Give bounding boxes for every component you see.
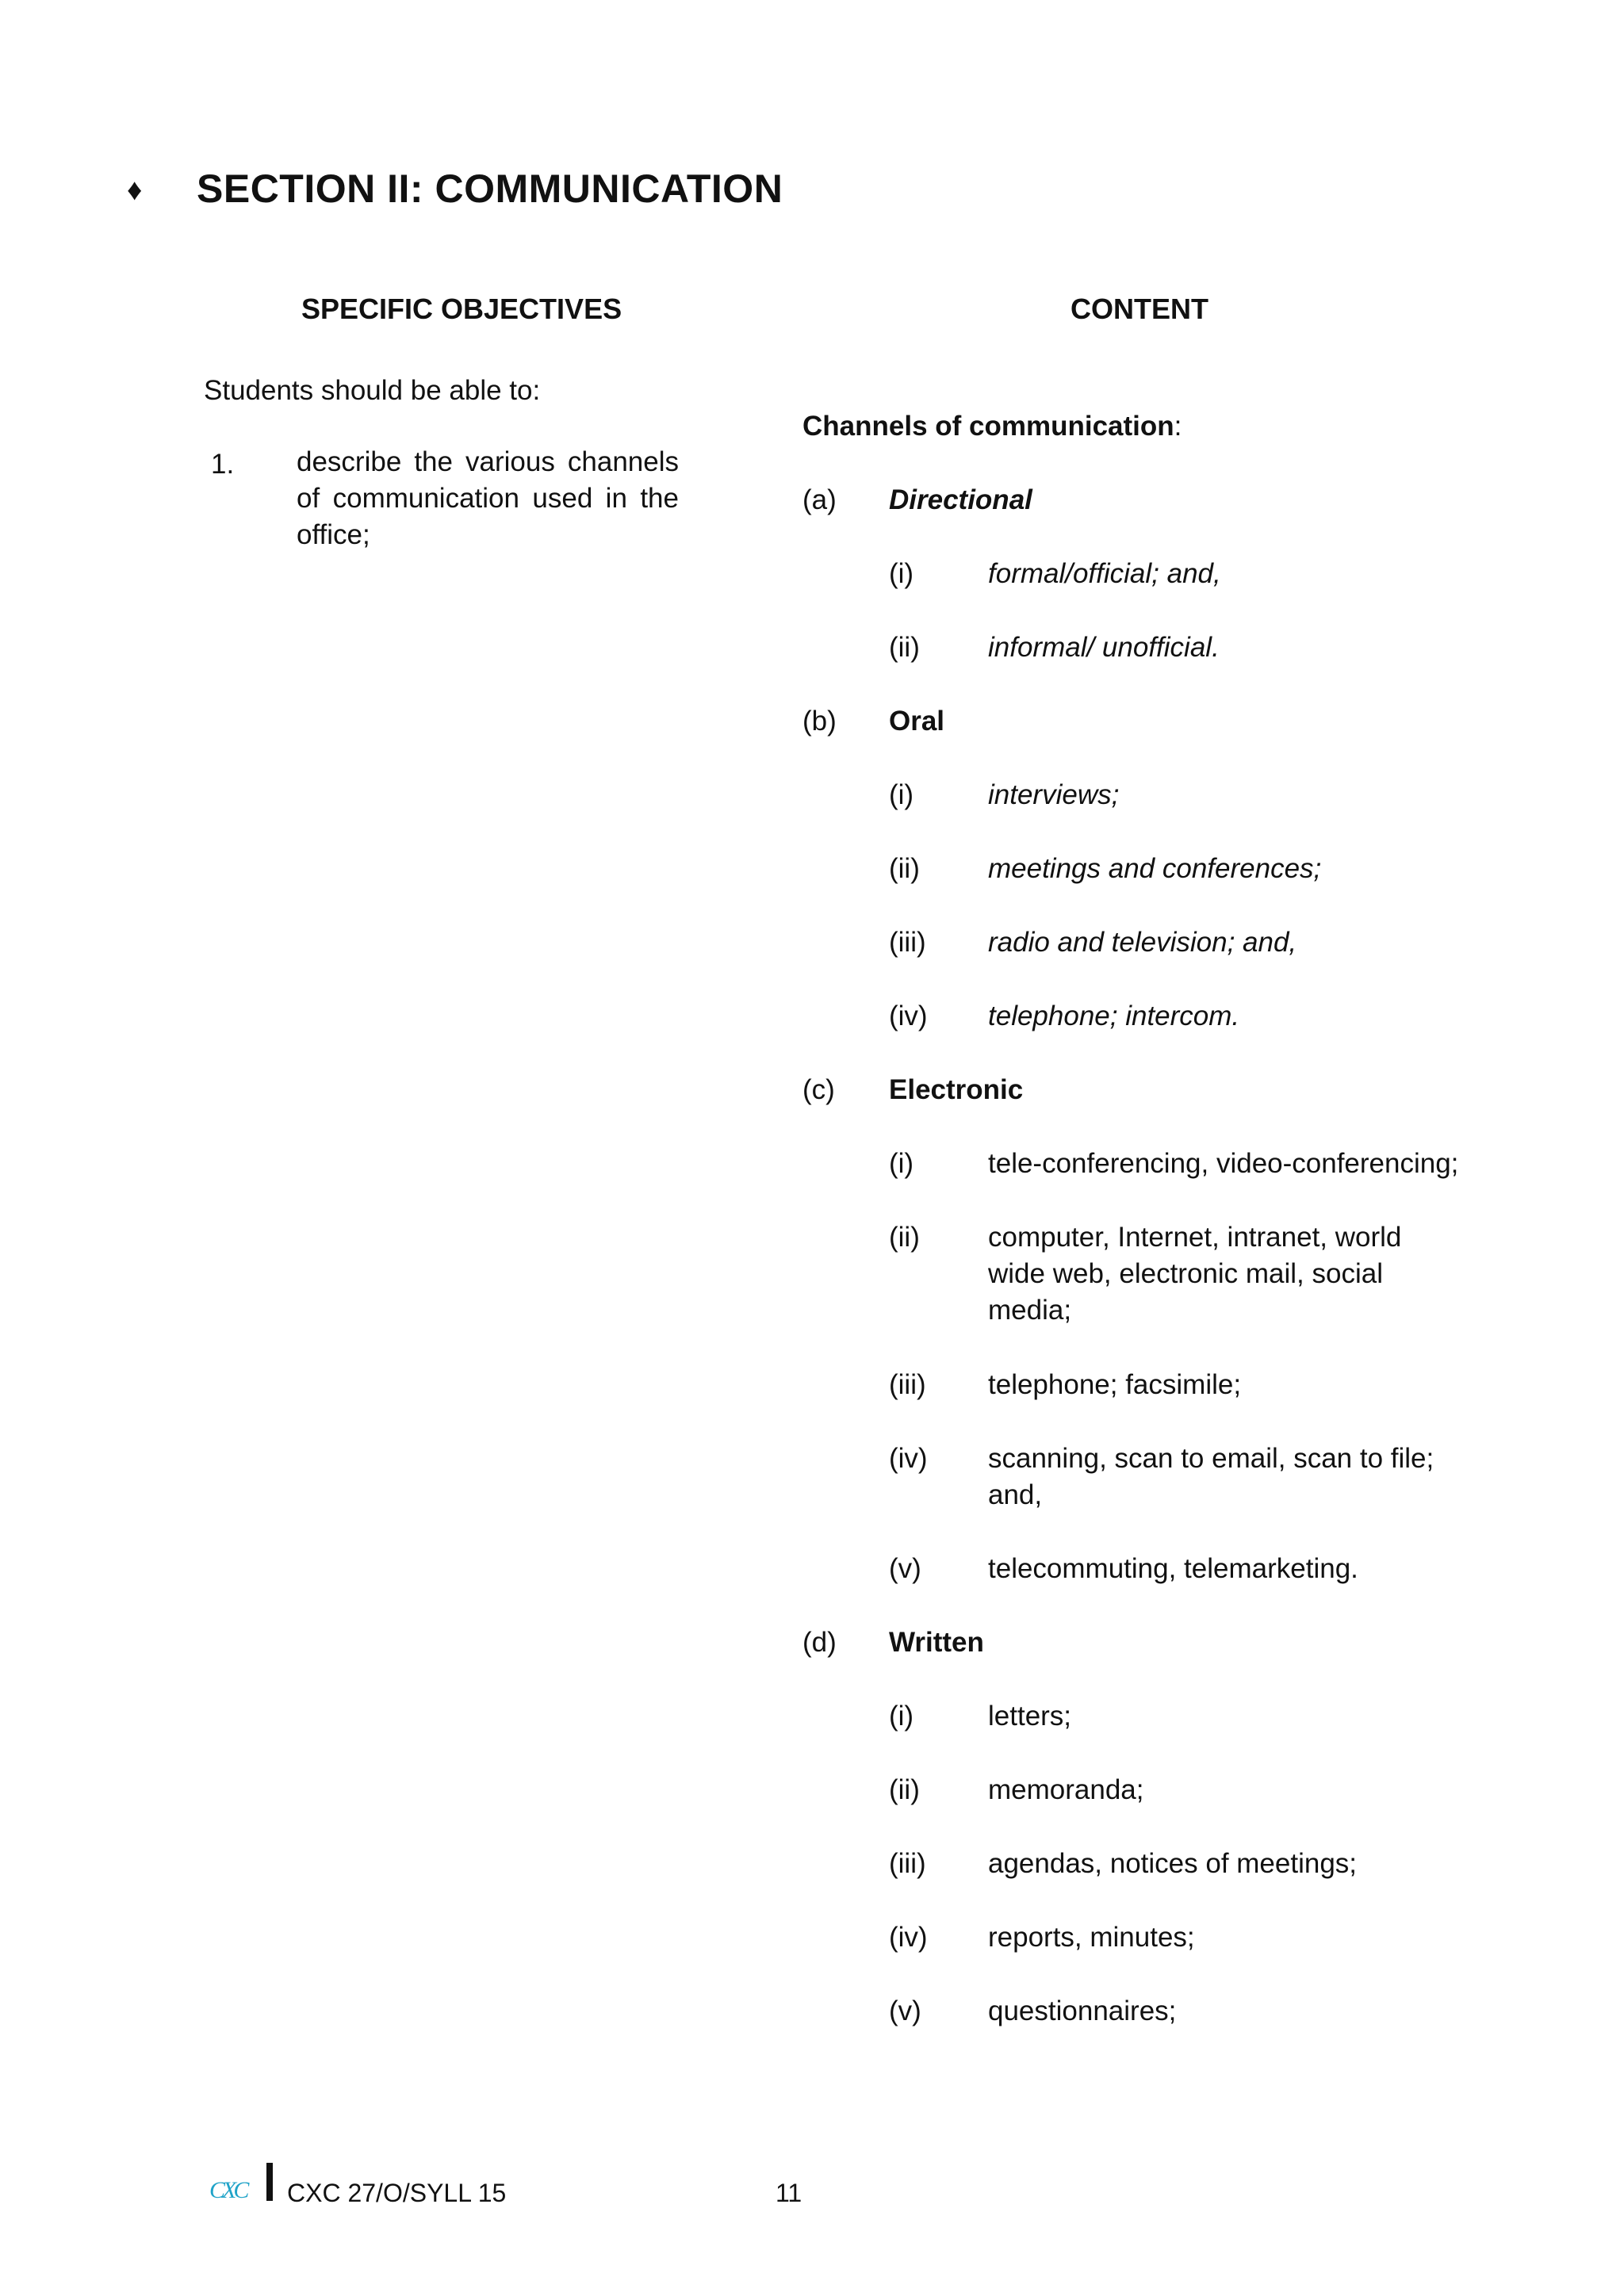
objective-text: describe the various channels of communication used in the office; xyxy=(297,446,679,550)
group-letter: (c) xyxy=(802,1074,835,1105)
objectives-intro: Students should be able to: xyxy=(204,375,541,406)
item-roman: (ii) xyxy=(889,1774,920,1805)
group-letter: (b) xyxy=(802,706,837,737)
item-roman: (iii) xyxy=(889,1369,926,1400)
item-roman: (iii) xyxy=(889,1848,926,1879)
item-roman: (i) xyxy=(889,558,914,589)
section-title: SECTION II: COMMUNICATION xyxy=(197,166,783,211)
list-item: questionnaires; xyxy=(988,1996,1177,2026)
group-heading-electronic: Electronic xyxy=(889,1074,1024,1105)
list-item: informal/ unofficial. xyxy=(988,632,1220,663)
item-roman: (iv) xyxy=(889,1443,928,1474)
item-roman: (iv) xyxy=(889,1001,928,1031)
list-item: meetings and conferences; xyxy=(988,853,1322,884)
list-item: letters; xyxy=(988,1701,1072,1732)
group-heading-oral: Oral xyxy=(889,706,945,737)
item-roman: (iv) xyxy=(889,1922,928,1953)
item-roman: (i) xyxy=(889,1701,914,1732)
content-header: CONTENT xyxy=(1071,293,1208,325)
list-item: scanning, scan to email, scan to file; and, xyxy=(988,1443,1434,1510)
item-roman: (iii) xyxy=(889,927,926,958)
list-item: tele-conferencing, video-conferencing; xyxy=(988,1148,1459,1179)
list-item: memoranda; xyxy=(988,1774,1144,1805)
objectives-header: SPECIFIC OBJECTIVES xyxy=(301,293,622,325)
objective-number: 1. xyxy=(211,449,235,480)
item-roman: (v) xyxy=(889,1996,921,2026)
item-roman: (ii) xyxy=(889,632,920,663)
list-item: formal/official; and, xyxy=(988,558,1221,589)
item-roman: (i) xyxy=(889,1148,914,1179)
list-item: interviews; xyxy=(988,779,1120,810)
section-bullet-icon: ♦ xyxy=(127,174,143,207)
item-roman: (i) xyxy=(889,779,914,810)
item-roman: (ii) xyxy=(889,1222,920,1253)
item-roman: (ii) xyxy=(889,853,920,884)
list-item: telephone; facsimile; xyxy=(988,1369,1242,1400)
list-item: telecommuting, telemarketing. xyxy=(988,1553,1358,1584)
group-letter: (d) xyxy=(802,1627,837,1658)
syllabus-code: CXC 27/O/SYLL 15 xyxy=(287,2179,507,2207)
group-heading-directional: Directional xyxy=(889,484,1032,515)
list-item: agendas, notices of meetings; xyxy=(988,1848,1358,1879)
channels-title xyxy=(802,408,1182,445)
list-item: reports, minutes; xyxy=(988,1922,1195,1953)
list-item: computer, Internet, intranet, world wide web, electronic mail, social media; xyxy=(988,1222,1402,1326)
channels-title-text: Channels of communication xyxy=(802,411,1174,442)
page-number: 11 xyxy=(776,2179,802,2207)
group-heading-written: Written xyxy=(889,1627,984,1658)
channels-title-colon: : xyxy=(1174,411,1182,442)
cxc-logo-icon xyxy=(208,2171,259,2207)
group-letter: (a) xyxy=(802,484,837,515)
footer-divider xyxy=(266,2163,273,2201)
item-roman: (v) xyxy=(889,1553,921,1584)
cxc-logo-text: CXC xyxy=(209,2177,247,2203)
list-item: telephone; intercom. xyxy=(988,1001,1240,1031)
list-item: radio and television; and, xyxy=(988,927,1297,958)
